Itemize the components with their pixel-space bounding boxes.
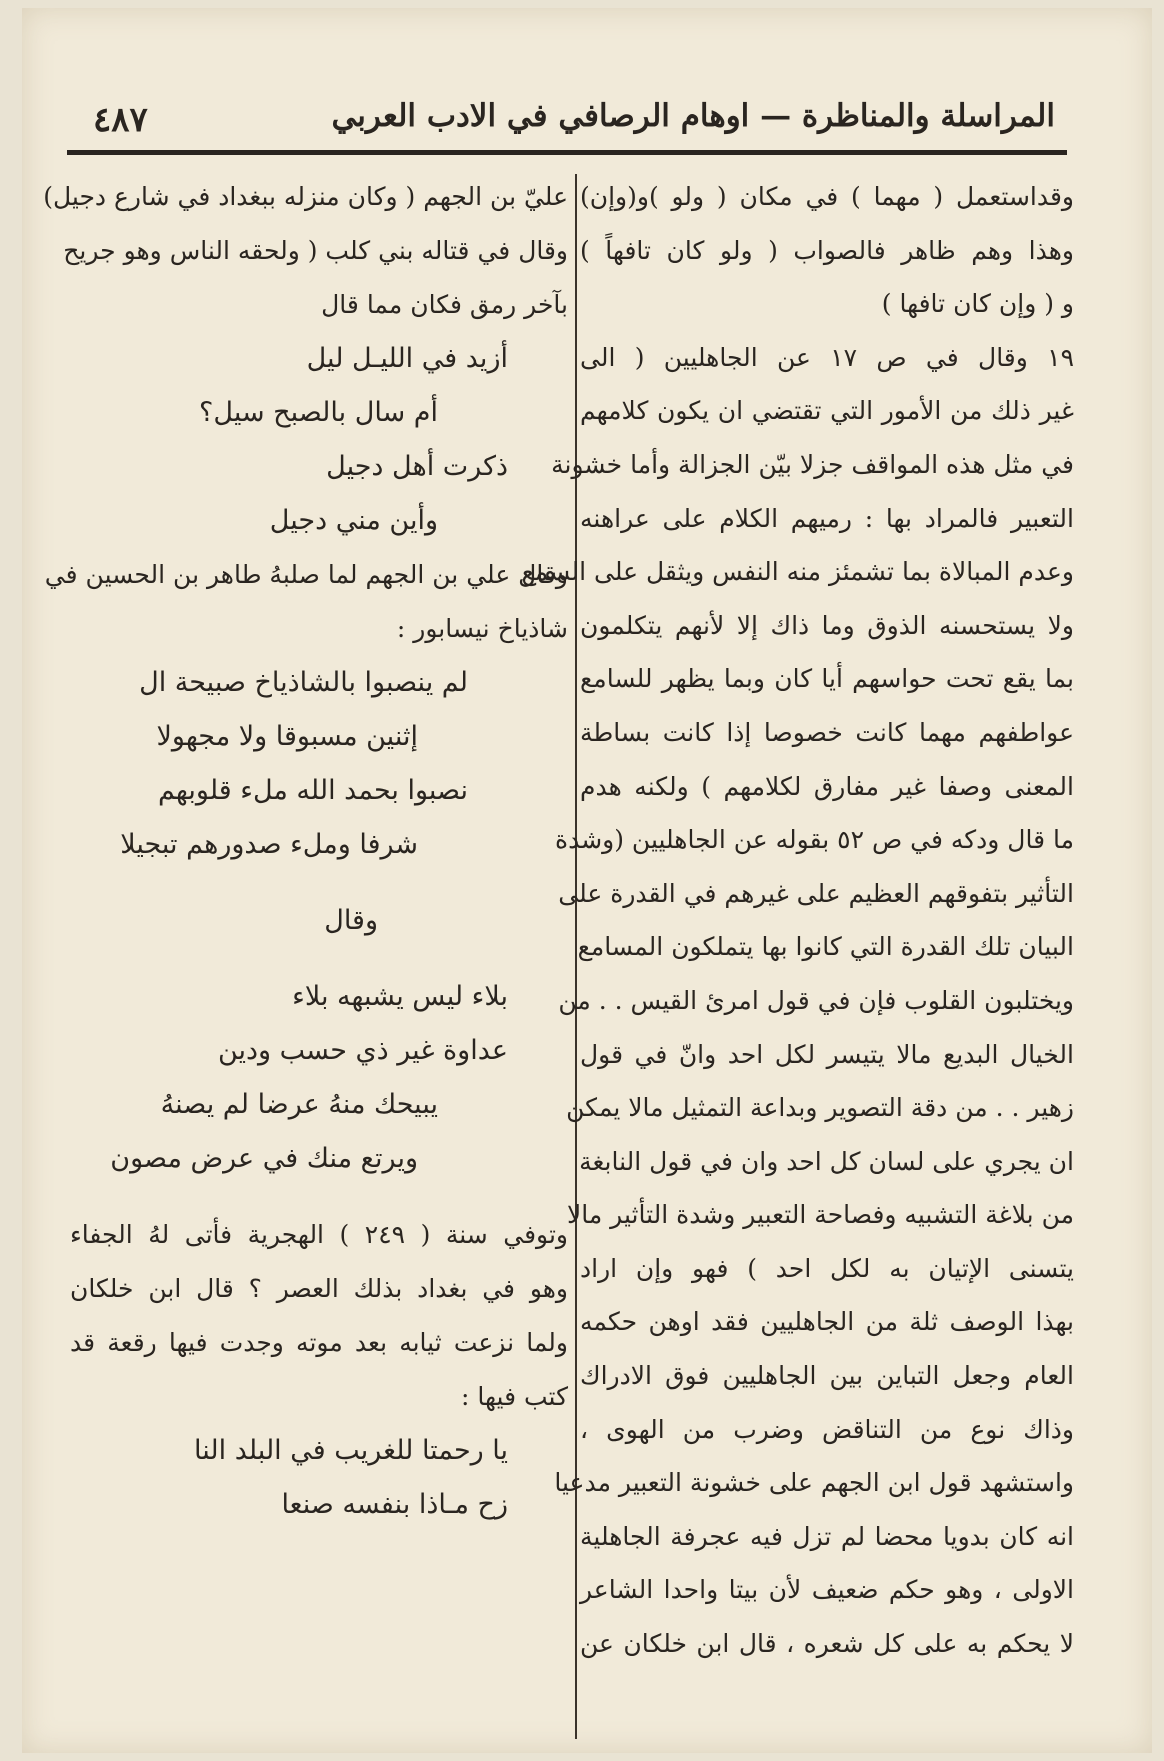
page-header [65,92,1065,152]
verse-line: عداوة غير ذي حسب ودين [217,1035,508,1066]
text-line: عواطفهم مهما كانت خصوصا إذا كانت بساطة [580,717,1074,747]
text-line: ولا يستحسنه الذوق وما ذاك إلا لأنهم يتكلمون [580,610,1074,640]
verse-line: ويرتع منك في عرض مصون [110,1143,418,1174]
section-heading: وقال [324,905,378,936]
verse-line: وأين مني دجيل [269,505,438,536]
text-line: ولما نزعت ثيابه بعد موته وجدت فيها رقعة قد [70,1328,568,1357]
text-line: وقال في قتاله بني كلب ( ولحقه الناس وهو جريح [63,236,568,265]
text-line: وقداستعمل ( مهما ) في مكان ( ولو )و(وإن) [580,182,1074,211]
text-line: الاولى ، وهو حكم ضعيف لأن بيتا واحدا الشاعر [580,1575,1074,1605]
text-line: وهذا وهم ظاهر فالصواب ( ولو كان تافهاً ) [580,235,1074,265]
verse-line: يبيحك منهُ عرضا لم يصنهُ [160,1089,438,1120]
text-line: وذاك نوع من التناقض وضرب من الهوى ، [580,1414,1074,1444]
text-line: البيان تلك القدرة التي كانوا بها يتملكون المسامع [577,932,1074,962]
text-line: واستشهد قول ابن الجهم على خشونة التعبير مدعيا [554,1468,1074,1498]
verse-line: إثنين مسبوقا ولا مجهولا [156,721,418,752]
left-column [43,170,568,1532]
verse-line: بلاء ليس يشبهه بلاء [292,981,508,1012]
page-number: ٤٨٧ [93,100,148,140]
text-line: شاذياخ نيسابور : [396,614,568,643]
text-line: انه كان بدويا محضا لم تزل فيه عجرفة الجاهلية [580,1521,1074,1551]
text-line: بآخر رمق فكان مما قال [321,290,568,319]
verse-line: زح مـاذا بنفسه صنعا [281,1489,508,1520]
verse-line: شرفا وملء صدورهم تبجيلا [120,829,418,860]
verse-line: أم سال بالصبح سيل؟ [199,397,438,428]
running-title: المراسلة والمناظرة — اوهام الرصافي في الادب العربي [331,98,1055,134]
verse-line: نصبوا بحمد الله مل‌ء قلوبهم [157,775,468,806]
text-line: ما قال ودكه في ص ٥٢ بقوله عن الجاهليين (وشدة [554,825,1074,855]
text-line: التعبير فالمراد بها : رميهم الكلام على عراهنه [580,503,1074,533]
text-line: وهو في بغداد بذلك العصر ؟ قال ابن خلكان [70,1274,568,1303]
text-line: يتسنى الإتيان به لكل احد ) فهو وإن اراد [580,1253,1074,1283]
text-line: العام وجعل التباين بين الجاهليين فوق الادراك [580,1361,1074,1391]
text-line: لا يحكم به على كل شعره ، قال ابن خلكان عن [580,1629,1074,1659]
verse-line: لم ينصبوا بالشاذياخ صبيحة ال [139,667,468,698]
text-line: ١٩ وقال في ص ١٧ عن الجاهليين ( الى [580,342,1074,372]
verse-line: يا رحمتا للغريب في البلد النا [194,1435,508,1466]
text-line: بهذا الوصف ثلة من الجاهليين فقد اوهن حكمه [580,1307,1074,1337]
text-line: ان يجري على لسان كل احد وان في قول النابغة [579,1146,1074,1176]
text-line: و ( وإن كان تافها ) [881,289,1074,319]
text-line: كتب فيها : [461,1382,568,1411]
text-line: وتوفي سنة ( ٢٤٩ ) الهجرية فأتى لهُ الجفاء [70,1220,568,1249]
right-column [521,170,1074,1671]
text-line: بما يقع تحت حواسهم أيا كان وبما يظهر للسامع [580,664,1074,694]
text-line: الخيال البديع مالا يتيسر لكل احد وانّ في قول [580,1039,1074,1069]
text-line: المعنى وصفا غير مفارق لكلامهم ) ولكنه هدم [580,771,1074,801]
verse-line: أزيد في الليـل ليل [306,343,508,374]
header-rule [67,150,1067,155]
text-line: زهير . . من دقة التصوير وبداعة التمثيل مالا يمكن [566,1093,1074,1123]
text-line: التأثير بتفوقهم العظيم على غيرهم في القدرة على [558,878,1074,908]
text-line: عليّ بن الجهم ( وكان منزله ببغداد في شارع دجيل) [43,182,568,211]
text-line: من بلاغة التشبيه وفصاحة التعبير وشدة التأثير مالا [566,1200,1074,1230]
text-line: وقال علي بن الجهم لما صلبهُ طاهر بن الحسين في [44,560,568,589]
text-line: في مثل هذه المواقف جزلا بيّن الجزالة وأما خشونة [551,449,1074,479]
text-line: وعدم المبالاة بما تشمئز منه النفس ويثقل على السمع [521,557,1074,587]
text-line: غير ذلك من الأمور التي تقتضي ان يكون كلامهم [580,396,1074,426]
verse-line: ذكرت أهل دجيل [326,451,508,482]
text-line: ويختلبون القلوب فإن في قول امرئ القيس . . من [558,985,1074,1015]
